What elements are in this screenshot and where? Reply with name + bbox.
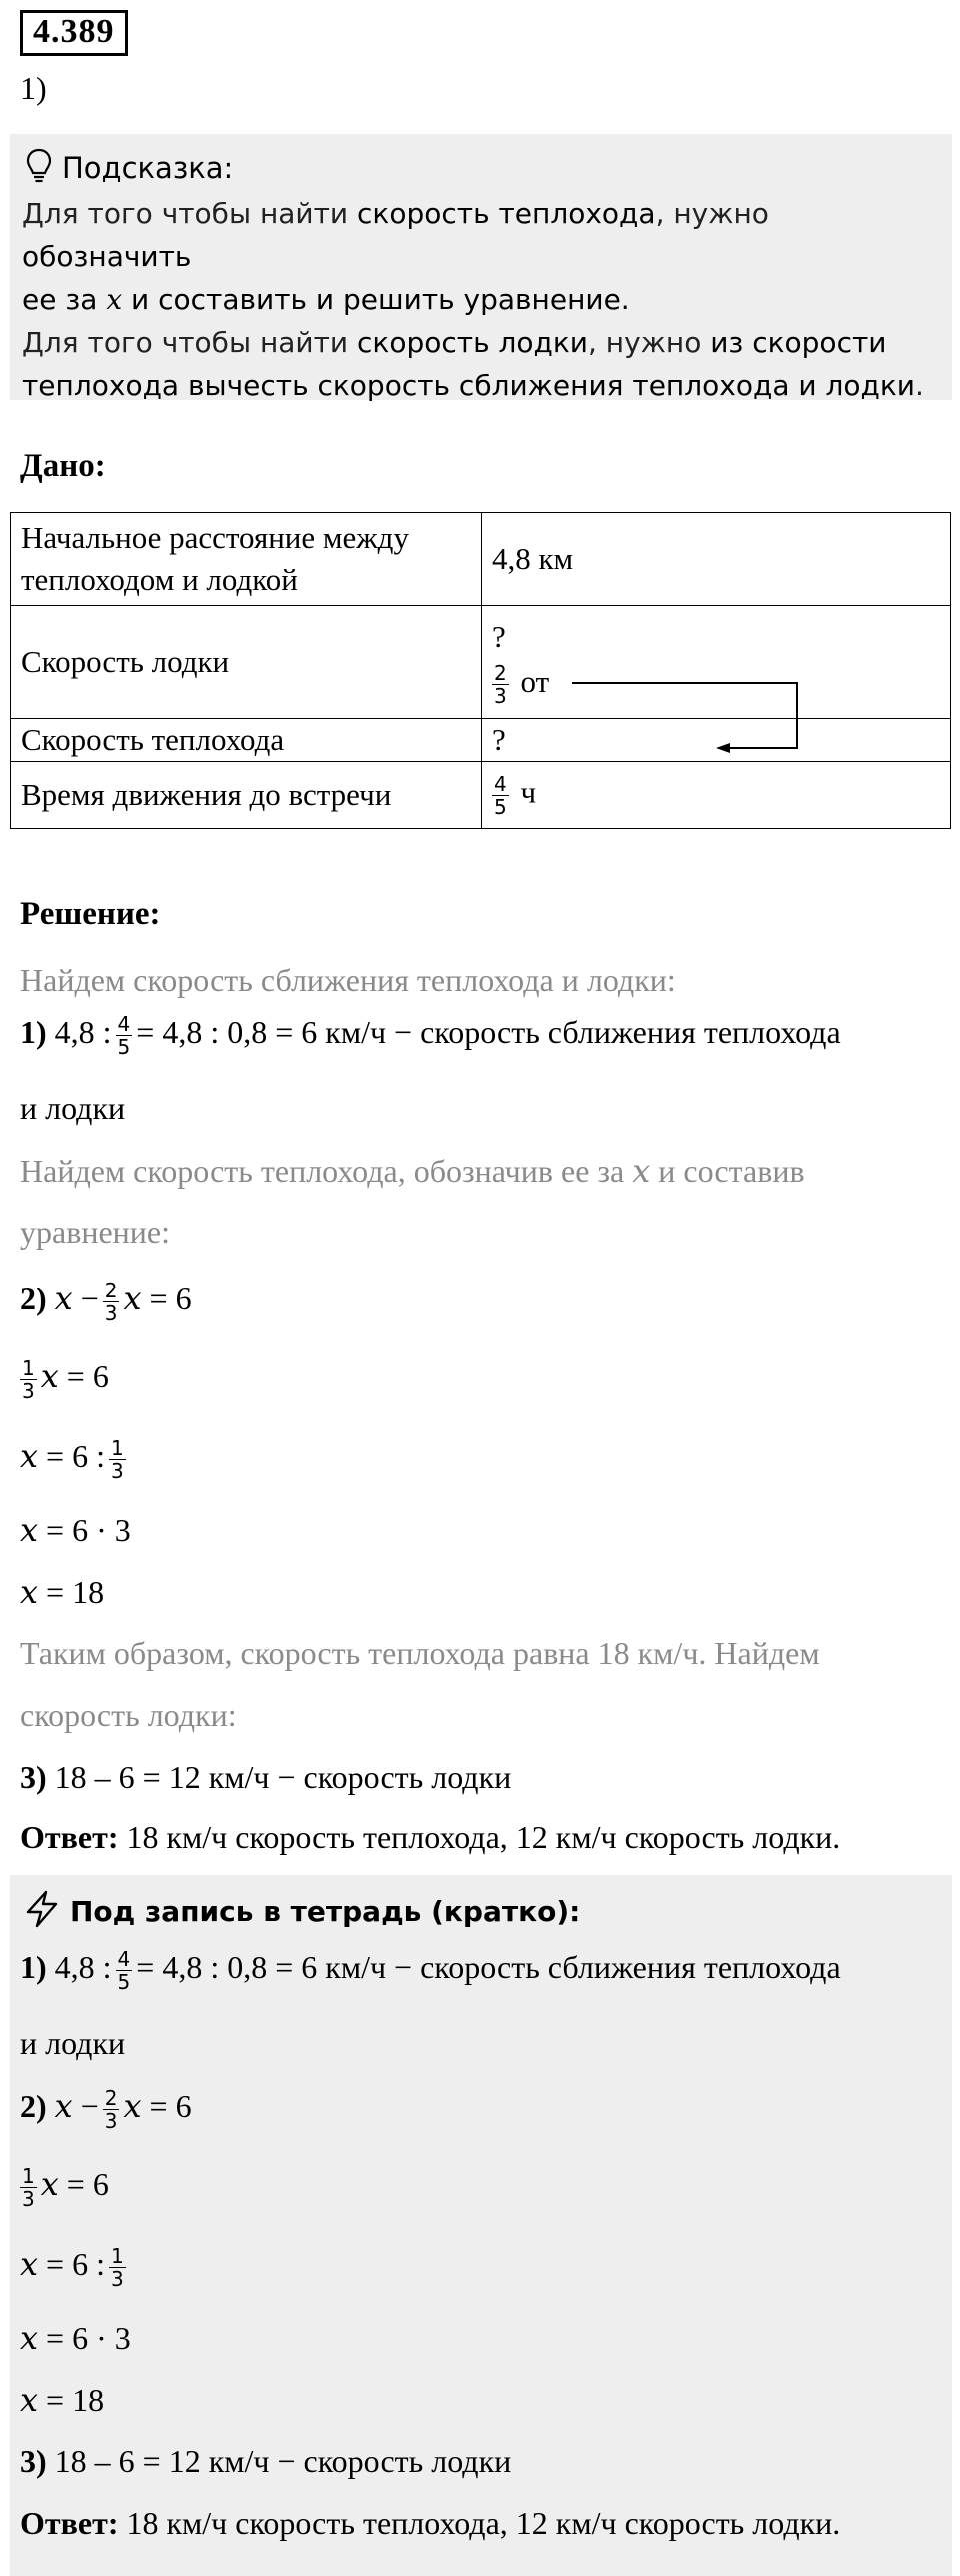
fraction: $\frac{2}{3}$	[494, 661, 507, 709]
solution-step-1: 1) 4,8 : $\frac{4}{5}$ = 4,8 : 0,8 = 6 км/ч − скорость сближения теплохода	[20, 1012, 841, 1060]
solution-equation-2: x = 6 : $\frac{1}{3}$	[20, 1436, 124, 1484]
notebook-answer: Ответ: 18 км/ч скорость теплохода, 12 км/ч скорость лодки.	[20, 2505, 841, 2541]
notebook-title: Под запись в тетрадь (кратко):	[70, 1894, 581, 1928]
hint-header	[26, 146, 233, 190]
solution-title: Решение:	[20, 896, 161, 932]
given-label-cell: Скорость лодки	[11, 606, 482, 719]
solution-comment-2-cont: уравнение:	[20, 1214, 170, 1250]
notebook-step-1: 1) 4,8 : $\frac{4}{5}$ = 4,8 : 0,8 = 6 км/ч − скорость сближения теплохода	[20, 1947, 841, 1995]
given-row-ship-speed	[11, 719, 951, 762]
given-value-cell: ?	[482, 719, 951, 762]
lightbulb-icon	[26, 148, 52, 189]
fraction: $\frac{1}{3}$	[22, 2164, 35, 2212]
given-value-cell: 4,8 км	[482, 513, 951, 606]
notebook-step-2: 2) x − $\frac{2}{3}$ x = 6	[20, 2086, 192, 2134]
notebook-equation-2: x = 6 : $\frac{1}{3}$	[20, 2244, 124, 2292]
fraction: $\frac{4}{5}$	[117, 1012, 131, 1060]
solution-comment-1: Найдем скорость сближения теплохода и лодки:	[20, 962, 676, 998]
fraction: $\frac{1}{3}$	[110, 1436, 124, 1484]
notebook-equation-1: $\frac{1}{3}$ x = 6	[22, 2164, 109, 2212]
given-label: Дано:	[20, 448, 106, 484]
given-row-boat-speed	[11, 606, 951, 719]
task-number: 4.389	[20, 10, 128, 56]
fraction: $\frac{1}{3}$	[110, 2244, 124, 2292]
given-value-cell: ? $\frac{2}{3}$ от	[482, 606, 951, 719]
hint-title: Подсказка:	[62, 151, 234, 185]
given-label-cell: Начальное расстояние между теплоходом и лодкой	[11, 513, 482, 606]
hint-line-3: Для того чтобы найти скорость лодки, нужно из скорости	[22, 326, 887, 359]
solution-equation-3: x = 6 · 3	[20, 1511, 131, 1549]
notebook-equation-3: x = 6 · 3	[20, 2319, 131, 2357]
hint-text	[22, 192, 942, 407]
given-value-cell: $\frac{4}{5}$ ч	[482, 762, 951, 829]
solution-equation-4: x = 18	[20, 1573, 105, 1611]
hint-line-2: ее за x и составить и решить уравнение.	[22, 283, 630, 316]
fraction: $\frac{2}{3}$	[104, 1279, 118, 1326]
given-table	[10, 512, 951, 829]
solution-step-3: 3) 18 – 6 = 12 км/ч − скорость лодки	[20, 1759, 512, 1795]
solution-comment-2: Найдем скорость теплохода, обозначив ее за x и составив	[20, 1152, 805, 1190]
fraction: $\frac{2}{3}$	[104, 2086, 118, 2134]
given-label-cell: Скорость теплохода	[11, 719, 482, 762]
notebook-equation-4: x = 18	[20, 2381, 105, 2419]
notebook-header	[22, 1883, 580, 1939]
solution-step-1-cont: и лодки	[20, 1090, 126, 1126]
given-row-time	[11, 762, 951, 829]
fraction: $\frac{1}{3}$	[22, 1356, 35, 1404]
notebook-step-1-cont: и лодки	[20, 2025, 126, 2061]
given-label-cell: Время движения до встречи	[11, 762, 482, 829]
solution-equation-1: $\frac{1}{3}$ x = 6	[22, 1356, 109, 1404]
fraction: $\frac{4}{5}$	[494, 771, 507, 819]
notebook-step-3: 3) 18 – 6 = 12 км/ч − скорость лодки	[20, 2443, 512, 2479]
hint-line-4: теплохода вычесть скорость сближения теплохода и лодки.	[22, 369, 924, 402]
notebook-box	[10, 1875, 952, 2576]
solution-answer: Ответ: 18 км/ч скорость теплохода, 12 км/ч скорость лодки.	[20, 1819, 841, 1855]
part-label: 1)	[20, 70, 47, 106]
hint-box	[10, 134, 952, 400]
solution-step-2: 2) x − $\frac{2}{3}$ x = 6	[20, 1279, 192, 1326]
fraction: $\frac{4}{5}$	[117, 1947, 131, 1995]
solution-comment-3-cont: скорость лодки:	[20, 1697, 237, 1733]
hint-line-1: Для того чтобы найти скорость теплохода, нужно обозначить	[22, 197, 769, 273]
solution-comment-3: Таким образом, скорость теплохода равна 18 км/ч. Найдем	[20, 1635, 820, 1671]
lightning-icon	[22, 1889, 62, 1934]
given-row-distance	[11, 513, 951, 606]
